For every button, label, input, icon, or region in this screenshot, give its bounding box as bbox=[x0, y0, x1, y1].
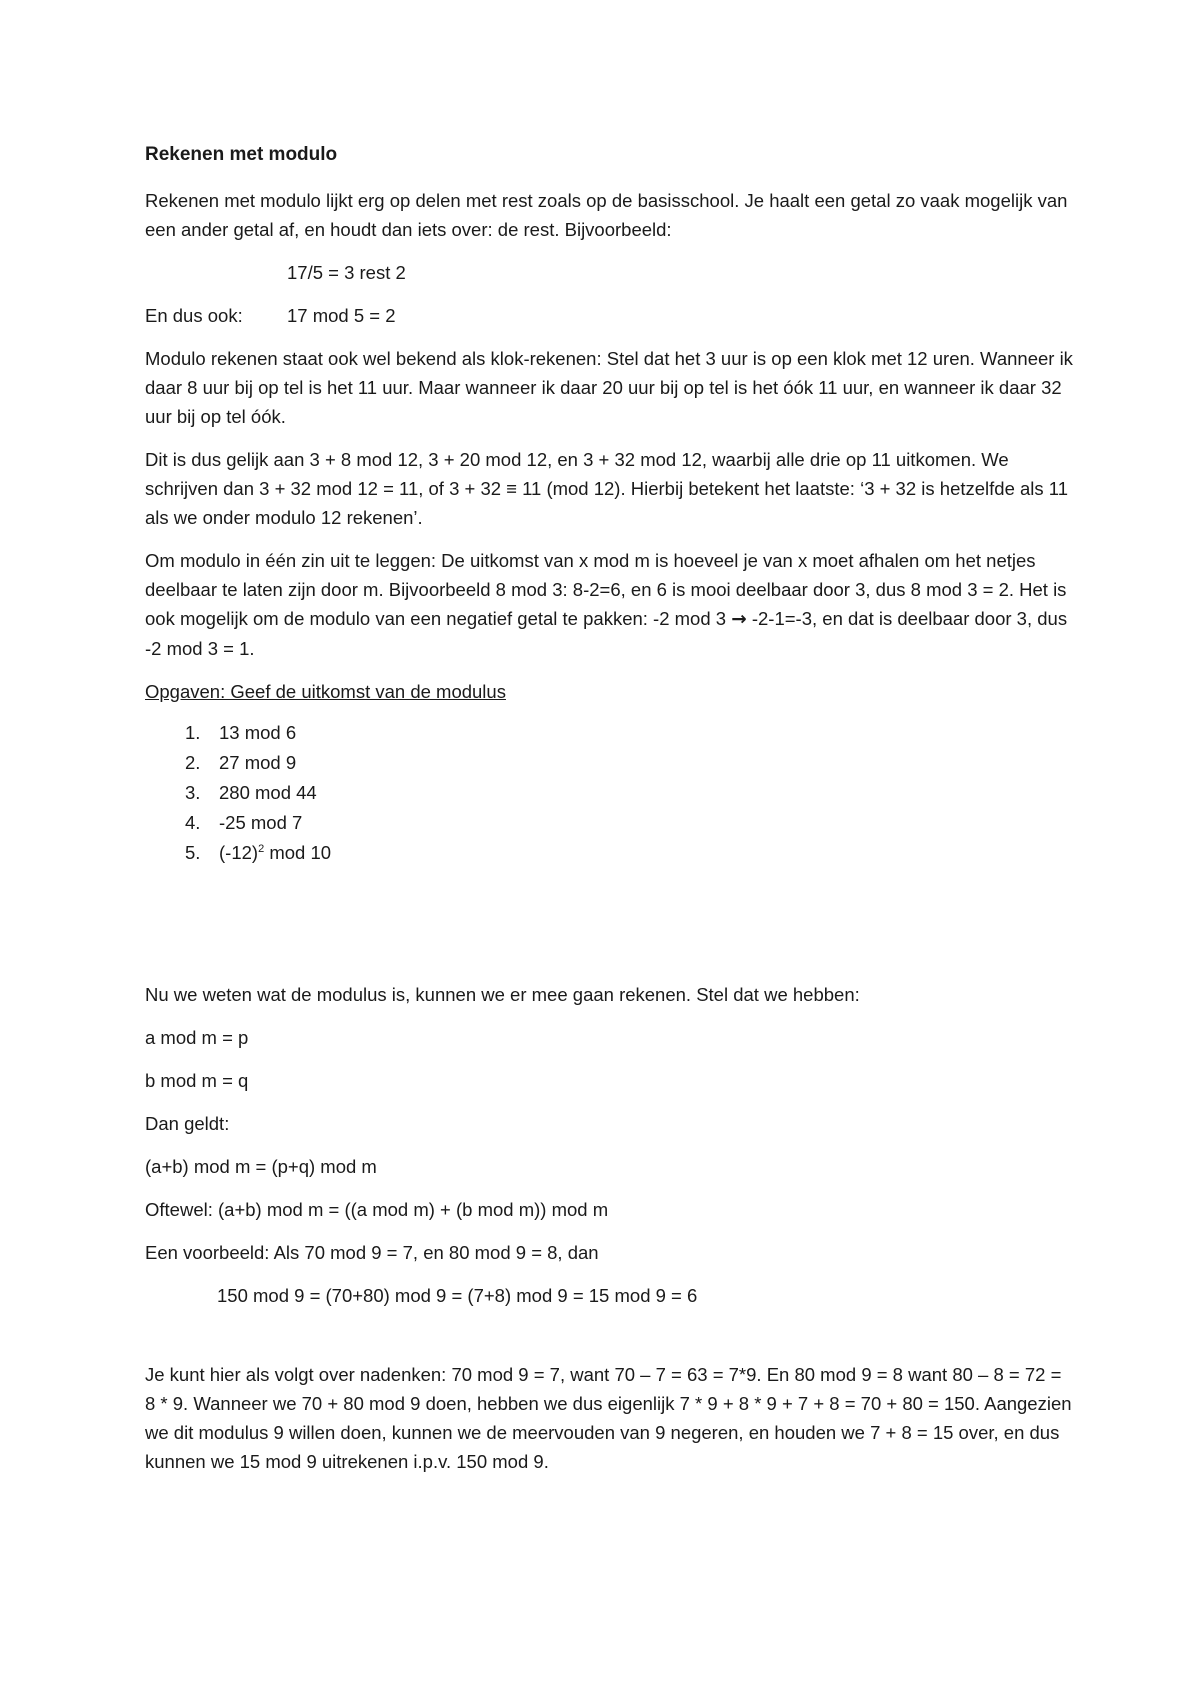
exercises-list bbox=[145, 718, 1075, 868]
rule-b: b mod m = q bbox=[145, 1070, 249, 1091]
exercise-text: 280 mod 44 bbox=[219, 782, 317, 803]
exercise-text: 27 mod 9 bbox=[219, 752, 297, 773]
rule-sum: (a+b) mod m = (p+q) mod m bbox=[145, 1156, 377, 1177]
document-title: Rekenen met modulo bbox=[145, 144, 338, 165]
explain-text-part1: Om modulo in één zin uit te leggen: De uitkomst van x mod m is hoeveel je van x moet afhalen om het netjes deelbaar te laten zijn door m. Bijvoorbeeld 8 mod 3: 8-2=6, en 6 is mooi deelbaar door 3, dus 8 mod 3 = 2. Het is ook mogelijk om de modulo van een negatief getal te pakken: -2 mod 3 bbox=[145, 550, 1067, 629]
closing-paragraph: Je kunt hier als volgt over nadenken: 70 mod 9 = 7, want 70 – 7 = 63 = 7*9. En 80 mod 9 = 8 want 80 – 8 = 72 = 8 * 9. Wanneer we 70 + 80 mod 9 doen, hebben we dus eigenlijk 7 * 9 + 8 * 9 + 7 + 8 = 70 + 80 = 150. Aangezien we dit modulus 9 willen doen, kunnen we de meervouden van 9 negeren, en houden we 7 + 8 = 15 over, en dus kunnen we 15 mod 9 uitrekenen i.p.v. 150 mod 9. bbox=[145, 1364, 1072, 1472]
document-page bbox=[145, 140, 1075, 1490]
example-mod-label: En dus ook: bbox=[145, 305, 243, 326]
exercise-item bbox=[185, 838, 1075, 868]
example-mod-row bbox=[145, 301, 1075, 330]
exercise-rest: mod 10 bbox=[264, 842, 332, 863]
exercise-exponent: 2 bbox=[258, 842, 265, 855]
rule-a: a mod m = p bbox=[145, 1027, 249, 1048]
then-label: Dan geldt: bbox=[145, 1113, 230, 1134]
clock-paragraph: Modulo rekenen staat ook wel bekend als klok-rekenen: Stel dat het 3 uur is op een klok met 12 uren. Wanneer ik daar 8 uur bij op tel is het 11 uur. Maar wanneer ik daar 20 uur bij op tel is het óók 11 uur, en wanneer ik daar 32 uur bij op tel óók. bbox=[145, 348, 1073, 427]
exercises-heading: Opgaven: Geef de uitkomst van de modulus bbox=[145, 681, 506, 702]
example-division: 17/5 = 3 rest 2 bbox=[287, 262, 406, 283]
explain-paragraph bbox=[145, 546, 1075, 663]
exercise-item bbox=[185, 718, 1075, 748]
exercise-item bbox=[185, 778, 1075, 808]
example-equation: 150 mod 9 = (70+80) mod 9 = (7+8) mod 9 = 15 mod 9 = 6 bbox=[217, 1285, 698, 1306]
arrow-right-icon: → bbox=[731, 609, 747, 630]
exercise-text bbox=[219, 838, 331, 868]
calc-intro: Nu we weten wat de modulus is, kunnen we er mee gaan rekenen. Stel dat we hebben: bbox=[145, 984, 860, 1005]
exercise-text: 13 mod 6 bbox=[219, 722, 297, 743]
exercise-number: 5. bbox=[185, 842, 201, 863]
example-intro: Een voorbeeld: Als 70 mod 9 = 7, en 80 mod 9 = 8, dan bbox=[145, 1242, 599, 1263]
example-mod-value: 17 mod 5 = 2 bbox=[287, 305, 396, 326]
intro-paragraph: Rekenen met modulo lijkt erg op delen met rest zoals op de basisschool. Je haalt een getal zo vaak mogelijk van een ander getal af, en houdt dan iets over: de rest. Bijvoorbeeld: bbox=[145, 190, 1068, 240]
spacer bbox=[145, 1324, 1075, 1360]
equal-paragraph: Dit is dus gelijk aan 3 + 8 mod 12, 3 + 20 mod 12, en 3 + 32 mod 12, waarbij alle drie op 11 uitkomen. We schrijven dan 3 + 32 mod 12 = 11, of 3 + 32 ≡ 11 (mod 12). Hierbij betekent het laatste: ‘3 + 32 is hetzelfde als 11 als we onder modulo 12 rekenen’. bbox=[145, 449, 1068, 528]
exercise-number: 3. bbox=[185, 782, 201, 803]
exercise-item bbox=[185, 748, 1075, 778]
exercise-number: 1. bbox=[185, 722, 201, 743]
exercise-base: (-12) bbox=[219, 842, 259, 863]
exercise-number: 4. bbox=[185, 812, 201, 833]
exercise-item bbox=[185, 808, 1075, 838]
explain-text-part2: -2-1=-3, en dat is deelbaar door 3, dus -2 mod 3 = 1. bbox=[145, 608, 1068, 659]
spacer bbox=[145, 868, 1075, 980]
exercise-text: -25 mod 7 bbox=[219, 812, 303, 833]
rule-sum-alt: Oftewel: (a+b) mod m = ((a mod m) + (b mod m)) mod m bbox=[145, 1199, 609, 1220]
exercise-number: 2. bbox=[185, 752, 201, 773]
